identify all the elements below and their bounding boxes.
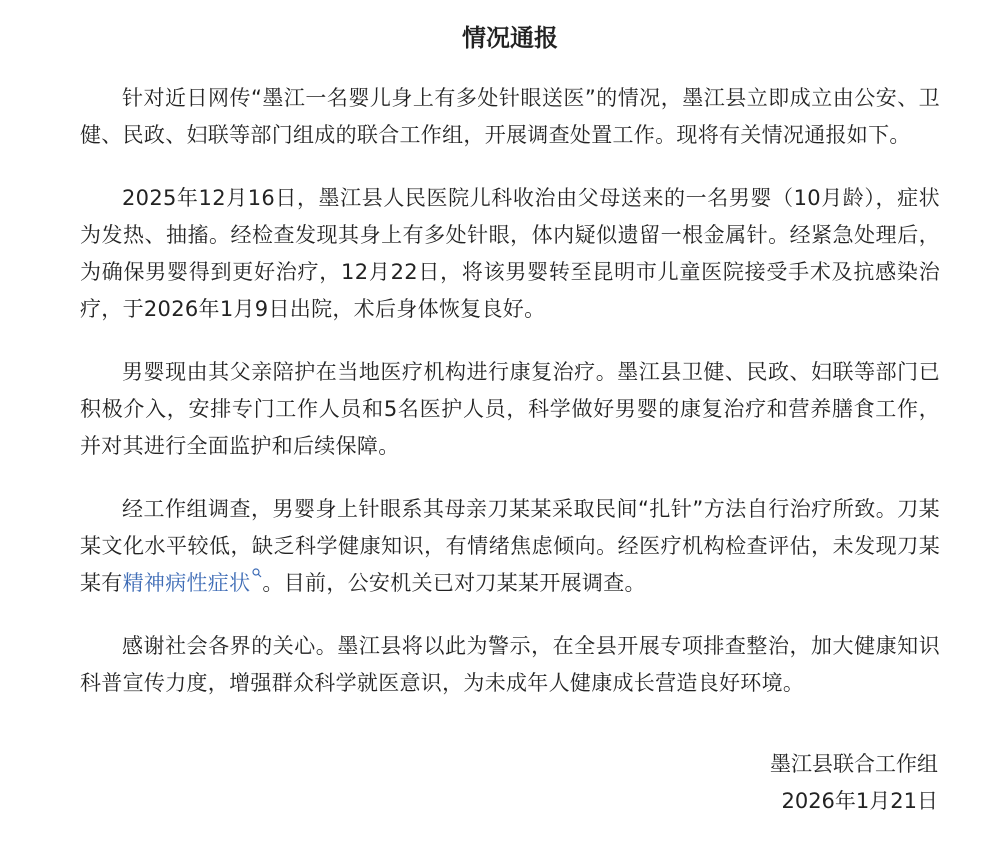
- paragraph-5: 感谢社会各界的关心。墨江县将以此为警示，在全县开展专项排查整治，加大健康知识科普宣传力度，增强群众科学就医意识，为未成年人健康成长营造良好环境。: [80, 634, 940, 695]
- search-keyword-link[interactable]: 精神病性症状: [122, 571, 251, 595]
- signature-block: [770, 746, 938, 820]
- signature-org: 墨江县联合工作组: [770, 752, 938, 776]
- paragraph-4-text-after: 。目前，公安机关已对刀某某开展调查。: [262, 571, 646, 595]
- page-title: 情况通报: [462, 24, 558, 52]
- paragraph-1: 针对近日网传“墨江一名婴儿身上有多处针眼送医”的情况，墨江县立即成立由公安、卫健、民政、妇联等部门组成的联合工作组，开展调查处置工作。现将有关情况通报如下。: [80, 86, 940, 147]
- signature-date: 2026年1月21日: [781, 789, 938, 813]
- paragraph-2: 2025年12月16日，墨江县人民医院儿科收治由父母送来的一名男婴（10月龄），症状为发热、抽搐。经检查发现其身上有多处针眼，体内疑似遗留一根金属针。经紧急处理后，为确保男婴得到更好治疗，12月22日，将该男婴转至昆明市儿童医院接受手术及抗感染治疗，于2026年1月9日出院，术后身体恢复良好。: [80, 186, 940, 321]
- paragraph-3: 男婴现由其父亲陪护在当地医疗机构进行康复治疗。墨江县卫健、民政、妇联等部门已积极介入，安排专门工作人员和5名医护人员，科学做好男婴的康复治疗和营养膳食工作，并对其进行全面监护和后续保障。: [80, 360, 940, 458]
- paragraph-4-text-before: 经工作组调查，男婴身上针眼系其母亲刀某某采取民间“扎针”方法自行治疗所致。刀某某文化水平较低，缺乏科学健康知识，有情绪焦虑倾向。经医疗机构检查评估，未发现刀某某有: [80, 497, 940, 595]
- document: [80, 18, 940, 728]
- search-icon[interactable]: [252, 570, 262, 582]
- paragraph-4: [80, 491, 940, 602]
